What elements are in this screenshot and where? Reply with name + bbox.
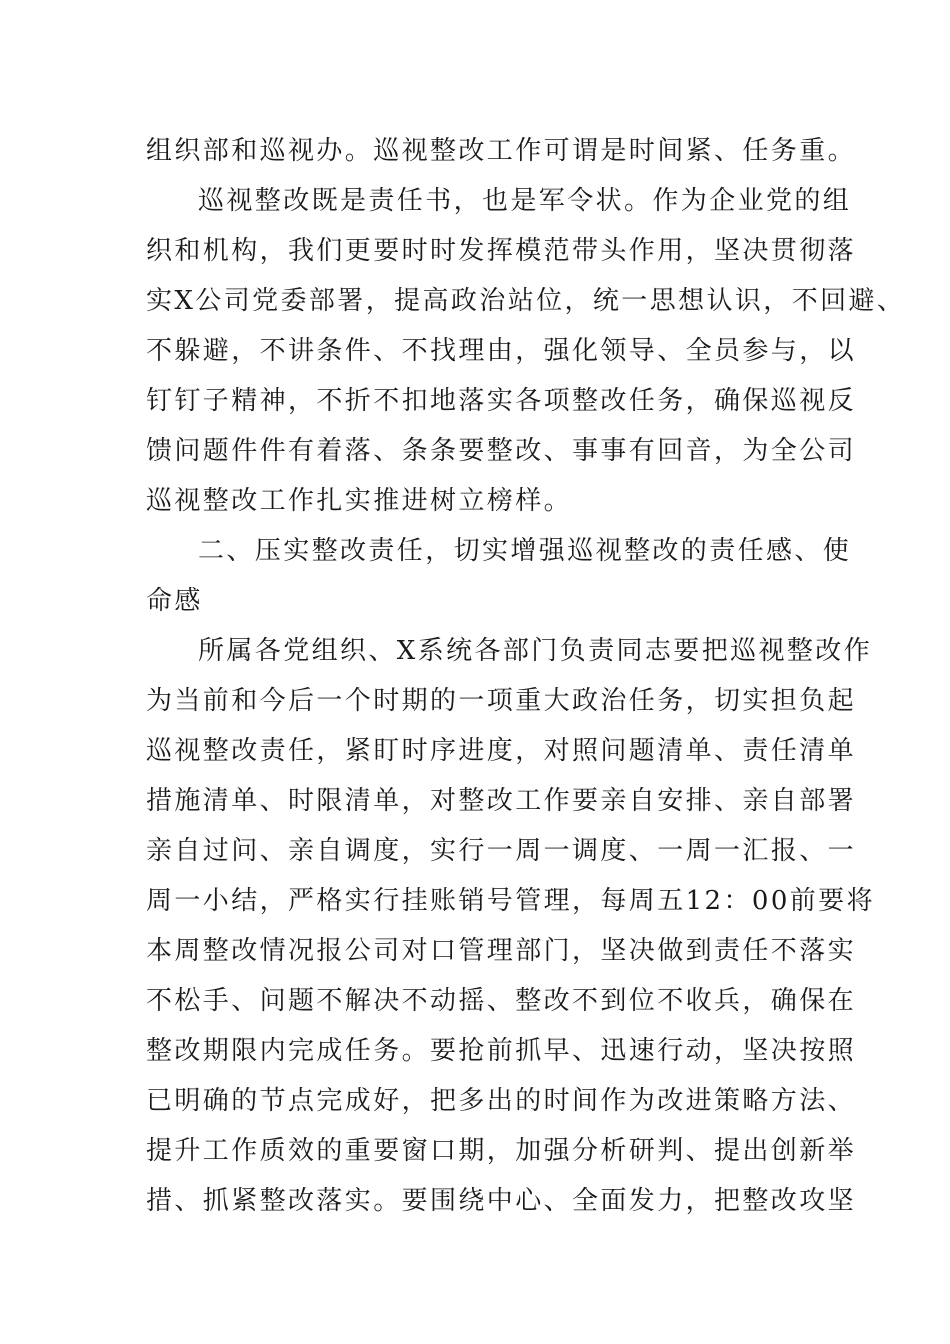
- text-line: 巡视整改责任，紧盯时序进度，对照问题清单、责任清单: [146, 736, 857, 766]
- text-line: 织和机构，我们更要时时发挥模范带头作用，坚决贯彻落: [146, 236, 857, 266]
- text-line: 组织部和巡视办。巡视整改工作可谓是时间紧、任务重。: [146, 136, 857, 166]
- paragraph-first-line: 所属各党组织、X系统各部门负责同志要把巡视整改作: [198, 636, 873, 666]
- section-heading: 二、压实整改责任，切实增强巡视整改的责任感、使: [198, 536, 852, 566]
- section-heading-continued: 命感: [146, 586, 203, 616]
- text-line: 巡视整改工作扎实推进树立榜样。: [146, 486, 573, 516]
- text-line: 不躲避，不讲条件、不找理由，强化领导、全员参与，以: [146, 336, 857, 366]
- text-line: 亲自过问、亲自调度，实行一周一调度、一周一汇报、一: [146, 836, 857, 866]
- text-line: 周一小结，严格实行挂账销号管理，每周五12：00前要将: [146, 886, 875, 916]
- text-line: 实X公司党委部署，提高政治站位，统一思想认识，不回避、: [146, 286, 906, 316]
- text-line: 本周整改情况报公司对口管理部门，坚决做到责任不落实: [146, 936, 857, 966]
- text-line: 已明确的节点完成好，把多出的时间作为改进策略方法、: [146, 1086, 857, 1116]
- text-line: 措、抓紧整改落实。要围绕中心、全面发力，把整改攻坚: [146, 1186, 857, 1216]
- text-line: 不松手、问题不解决不动摇、整改不到位不收兵，确保在: [146, 986, 857, 1016]
- text-line: 馈问题件件有着落、条条要整改、事事有回音，为全公司: [146, 436, 857, 466]
- text-line: 为当前和今后一个时期的一项重大政治任务，切实担负起: [146, 686, 857, 716]
- text-line: 整改期限内完成任务。要抢前抓早、迅速行动，坚决按照: [146, 1036, 857, 1066]
- text-line: 提升工作质效的重要窗口期，加强分析研判、提出创新举: [146, 1136, 857, 1166]
- text-line: 钉钉子精神，不折不扣地落实各项整改任务，确保巡视反: [146, 386, 857, 416]
- paragraph-first-line: 巡视整改既是责任书，也是军令状。作为企业党的组: [198, 186, 852, 216]
- text-line: 措施清单、时限清单，对整改工作要亲自安排、亲自部署: [146, 786, 857, 816]
